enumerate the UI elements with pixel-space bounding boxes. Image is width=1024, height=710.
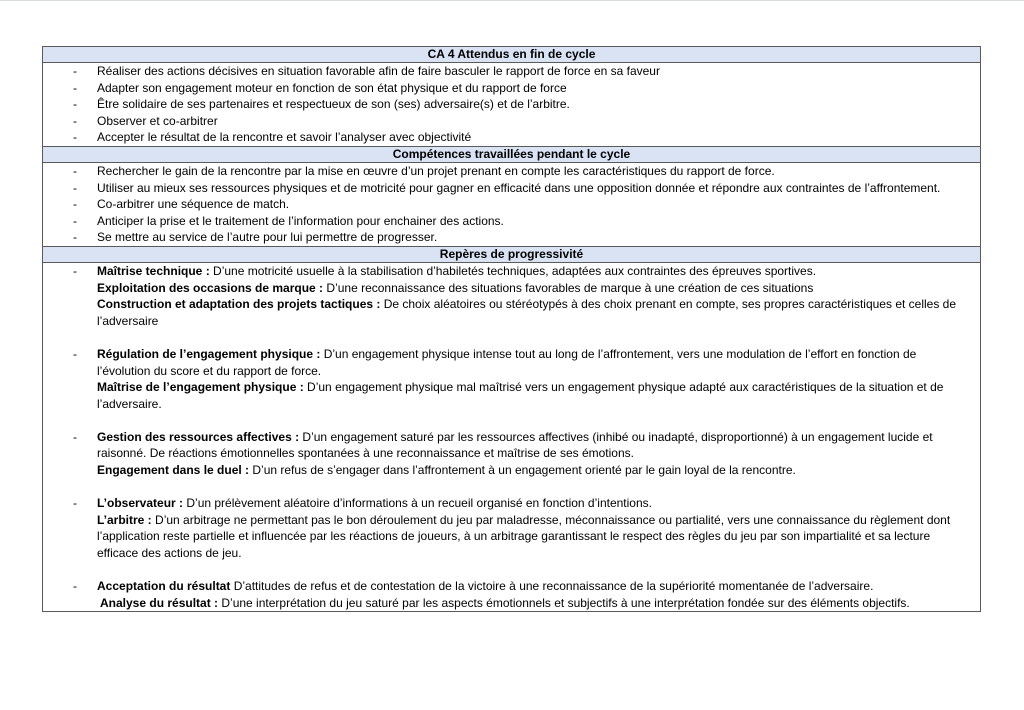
progression-entry <box>97 296 972 329</box>
list-item <box>43 213 980 230</box>
bullet-dash: - <box>73 113 77 128</box>
bullet-dash: - <box>73 197 77 212</box>
bullet-dash: - <box>73 213 77 228</box>
list-item <box>43 229 980 246</box>
competences-list <box>43 163 980 246</box>
list-item <box>43 163 980 180</box>
entry-text: D’un engagement physique mal maîtrisé vers un engagement physique adapté aux caractéristiques de la situation et de l’adversaire. <box>97 380 944 411</box>
section-body-competences <box>43 162 981 246</box>
entry-text: D’attitudes de refus et de contestation de la victoire à une reconnaissance de la supériorité momentanée de l’adversaire. <box>230 579 874 594</box>
entry-label: Maîtrise technique : <box>97 263 210 278</box>
list-item-text: Se mettre au service de l’autre pour lui permettre de progresser. <box>97 230 438 245</box>
list-item-text: Co-arbitrer une séquence de match. <box>97 197 290 212</box>
entry-text: De choix aléatoires ou stéréotypés à des choix prenant en compte, ses propres caractéristiques et celles de l’adversaire <box>97 297 957 328</box>
entry-text: D’un engagement physique intense tout au long de l’affrontement, vers une modulation de l’effort en fonction de l’évolution du score et du rapport de force. <box>97 346 917 378</box>
list-item <box>43 63 980 80</box>
progression-group <box>43 263 980 329</box>
list-item-text: Accepter le résultat de la rencontre et savoir l’analyser avec objectivité <box>97 130 472 145</box>
entry-label: Construction et adaptation des projets tactiques : <box>97 297 381 312</box>
list-item-text: Réaliser des actions décisives en situation favorable afin de faire basculer le rapport de force en sa faveur <box>97 64 660 78</box>
entry-text: D’une motricité usuelle à la stabilisation d’habiletés techniques, adaptées aux contraintes des épreuves sportives. <box>209 263 817 278</box>
ca4-table <box>42 46 981 612</box>
list-item-text: Être solidaire de ses partenaires et respectueux de son (ses) adversaire(s) et de l’arbitre. <box>97 97 570 112</box>
entry-text: D’un arbitrage ne permettant pas le bon déroulement du jeu par maladresse, méconnaissance ou partialité, vers une connaissance du règlement dont l’application reste partielle et influencée par les réactions de joueurs, à un arbitrage garantissant le respect des règles du jeu par son impartialité et sa lecture efficace des actions de jeu. <box>97 512 951 561</box>
progression-group <box>43 495 980 561</box>
entry-label: Régulation de l’engagement physique : <box>97 346 321 361</box>
entry-label: Engagement dans le duel : <box>97 463 250 478</box>
bullet-dash: - <box>73 64 77 78</box>
bullet-dash: - <box>73 346 77 361</box>
section-header-attendus: CA 4 Attendus en fin de cycle <box>43 47 981 63</box>
bullet-dash: - <box>73 579 77 594</box>
list-item-text: Observer et co-arbitrer <box>97 113 218 128</box>
attendus-list <box>43 63 980 146</box>
list-item-text: Adapter son engagement moteur en fonction de son état physique et du rapport de force <box>97 80 567 95</box>
bullet-dash: - <box>73 80 77 95</box>
entry-label: Exploitation des occasions de marque : <box>97 280 324 295</box>
entry-label: Acceptation du résultat <box>97 579 231 594</box>
bullet-dash: - <box>73 97 77 112</box>
list-item-text: Rechercher le gain de la rencontre par la mise en œuvre d’un projet prenant en compte les caractéristiques du rapport de force. <box>97 163 775 178</box>
progression-entry <box>97 263 972 280</box>
progression-entry <box>97 429 972 462</box>
progression-entry <box>97 346 972 379</box>
progression-entry <box>97 462 972 479</box>
entry-label: L’arbitre : <box>97 512 152 527</box>
bullet-dash: - <box>73 163 77 178</box>
progression-group <box>43 346 980 412</box>
list-item-text: Utiliser au mieux ses ressources physiques et de motricité pour gagner en efficacité dans une opposition donnée et répondre aux contraintes de l’affrontement. <box>97 180 941 195</box>
progression-entry <box>97 578 972 595</box>
bullet-dash: - <box>73 496 77 511</box>
entry-text: D’un refus de s’engager dans l’affrontement à un engagement orienté par le gain loyal de la rencontre. <box>249 463 796 478</box>
progression-group <box>43 578 980 611</box>
entry-text: D’un prélèvement aléatoire d’informations à un recueil organisé en fonction d’intentions. <box>183 496 652 511</box>
progression-entry <box>97 595 972 612</box>
entry-text: D’un engagement saturé par les ressources affectives (inhibé ou inadapté, disproportionné) à un engagement lucide et raisonné. De réactions émotionnelles spontanées à une reconnaissance et maîtrise de ses émotions. <box>97 429 933 461</box>
list-item <box>43 80 980 97</box>
section-body-reperes <box>43 262 981 611</box>
bullet-dash: - <box>73 429 77 444</box>
progression-entry <box>97 280 972 297</box>
entry-text: D’une reconnaissance des situations favorables de marque à une création de ces situations <box>323 280 814 295</box>
entry-label: Maîtrise de l’engagement physique : <box>97 380 304 395</box>
list-item <box>43 96 980 113</box>
entry-text: D’une interprétation du jeu saturé par les aspects émotionnels et subjectifs à une interprétation fondée sur des éléments objectifs. <box>218 595 910 610</box>
progression-entry <box>97 379 972 412</box>
list-item <box>43 113 980 130</box>
entry-label: Analyse du résultat : <box>100 595 219 610</box>
section-header-reperes: Repères de progressivité <box>43 246 981 262</box>
list-item <box>43 180 980 197</box>
list-item-text: Anticiper la prise et le traitement de l’information pour enchainer des actions. <box>97 213 504 228</box>
progression-entry <box>97 512 972 562</box>
list-item <box>43 196 980 213</box>
progression-entry <box>97 495 972 512</box>
bullet-dash: - <box>73 263 77 278</box>
section-body-attendus <box>43 63 981 147</box>
entry-label: L’observateur : <box>97 496 184 511</box>
progression-group <box>43 429 980 479</box>
list-item <box>43 129 980 146</box>
section-header-competences: Compétences travaillées pendant le cycle <box>43 146 981 162</box>
entry-label: Gestion des ressources affectives : <box>97 429 300 444</box>
bullet-dash: - <box>73 230 77 245</box>
bullet-dash: - <box>73 180 77 195</box>
bullet-dash: - <box>73 130 77 145</box>
reperes-list <box>43 263 980 611</box>
top-rule <box>0 0 1024 1</box>
